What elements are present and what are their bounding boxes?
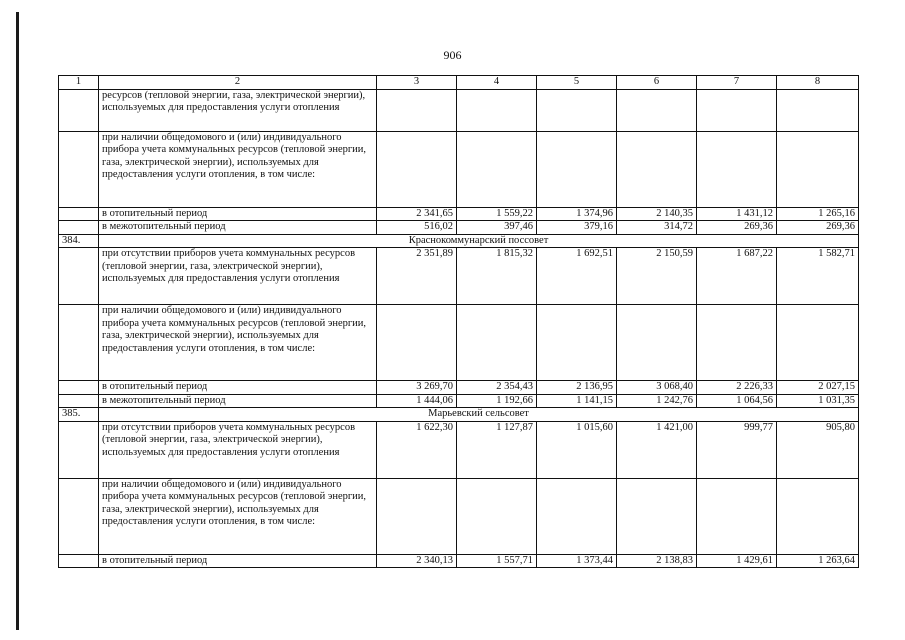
row-number-cell bbox=[59, 221, 99, 235]
value-cell: 1 263,64 bbox=[777, 554, 859, 568]
value-cell bbox=[537, 89, 617, 131]
value-cell: 1 622,30 bbox=[377, 421, 457, 478]
value-cell bbox=[697, 478, 777, 554]
row-label: в межотопительный период bbox=[99, 221, 377, 235]
value-cell: 999,77 bbox=[697, 421, 777, 478]
page-number: 906 bbox=[443, 48, 462, 62]
row-number-cell bbox=[59, 89, 99, 131]
row-number-cell bbox=[59, 554, 99, 568]
value-cell: 1 015,60 bbox=[537, 421, 617, 478]
table-row bbox=[59, 421, 859, 478]
value-cell: 1 815,32 bbox=[457, 248, 537, 305]
row-number-cell bbox=[59, 381, 99, 395]
value-cell: 2 138,83 bbox=[617, 554, 697, 568]
value-cell: 1 692,51 bbox=[537, 248, 617, 305]
row-label: в отопительный период bbox=[99, 207, 377, 221]
value-cell: 1 421,00 bbox=[617, 421, 697, 478]
value-cell: 2 340,13 bbox=[377, 554, 457, 568]
section-title: Марьевский сельсовет bbox=[99, 408, 859, 422]
value-cell: 905,80 bbox=[777, 421, 859, 478]
value-cell: 1 064,56 bbox=[697, 394, 777, 408]
table-row bbox=[59, 207, 859, 221]
value-cell bbox=[377, 131, 457, 207]
value-cell bbox=[617, 131, 697, 207]
value-cell: 1 265,16 bbox=[777, 207, 859, 221]
row-label: при наличии общедомового и (или) индивидуального прибора учета коммунальных ресурсов (тепловой энергии, газа, электрической энергии), используемых для предоставления услуги отопления, в том числе: bbox=[99, 478, 377, 554]
row-label: при отсутствии приборов учета коммунальных ресурсов (тепловой энергии, газа, электрической энергии), используемых для предоставления услуги отопления bbox=[99, 248, 377, 305]
table-row bbox=[59, 221, 859, 235]
value-cell: 269,36 bbox=[777, 221, 859, 235]
value-cell bbox=[617, 305, 697, 381]
value-cell: 2 140,35 bbox=[617, 207, 697, 221]
value-cell: 2 027,15 bbox=[777, 381, 859, 395]
value-cell: 1 141,15 bbox=[537, 394, 617, 408]
row-number-cell bbox=[59, 421, 99, 478]
value-cell bbox=[457, 478, 537, 554]
value-cell: 1 127,87 bbox=[457, 421, 537, 478]
value-cell: 3 068,40 bbox=[617, 381, 697, 395]
value-cell: 1 557,71 bbox=[457, 554, 537, 568]
value-cell: 1 687,22 bbox=[697, 248, 777, 305]
row-label: в межотопительный период bbox=[99, 394, 377, 408]
row-number-cell bbox=[59, 207, 99, 221]
section-number: 385. bbox=[59, 408, 99, 422]
row-number-cell bbox=[59, 394, 99, 408]
value-cell bbox=[457, 305, 537, 381]
table-body bbox=[59, 76, 859, 568]
table-row bbox=[59, 394, 859, 408]
value-cell: 397,46 bbox=[457, 221, 537, 235]
value-cell bbox=[617, 478, 697, 554]
column-header: 3 bbox=[377, 76, 457, 90]
row-number-cell bbox=[59, 478, 99, 554]
value-cell: 1 431,12 bbox=[697, 207, 777, 221]
value-cell: 3 269,70 bbox=[377, 381, 457, 395]
value-cell bbox=[537, 305, 617, 381]
section-row bbox=[59, 234, 859, 248]
value-cell: 1 559,22 bbox=[457, 207, 537, 221]
table-row bbox=[59, 131, 859, 207]
table-row bbox=[59, 89, 859, 131]
value-cell: 1 242,76 bbox=[617, 394, 697, 408]
value-cell: 2 341,65 bbox=[377, 207, 457, 221]
value-cell: 269,36 bbox=[697, 221, 777, 235]
row-number-cell bbox=[59, 131, 99, 207]
value-cell bbox=[457, 131, 537, 207]
row-label: в отопительный период bbox=[99, 554, 377, 568]
value-cell: 516,02 bbox=[377, 221, 457, 235]
table-row bbox=[59, 381, 859, 395]
value-cell: 2 354,43 bbox=[457, 381, 537, 395]
value-cell bbox=[777, 305, 859, 381]
value-cell bbox=[537, 131, 617, 207]
value-cell bbox=[697, 89, 777, 131]
row-number-cell bbox=[59, 305, 99, 381]
value-cell bbox=[697, 131, 777, 207]
table-row bbox=[59, 248, 859, 305]
value-cell bbox=[777, 89, 859, 131]
value-cell: 314,72 bbox=[617, 221, 697, 235]
tariff-table bbox=[58, 75, 859, 568]
column-header: 2 bbox=[99, 76, 377, 90]
value-cell bbox=[777, 478, 859, 554]
section-title: Краснокоммунарский поссовет bbox=[99, 234, 859, 248]
value-cell: 2 226,33 bbox=[697, 381, 777, 395]
column-header: 4 bbox=[457, 76, 537, 90]
value-cell: 1 582,71 bbox=[777, 248, 859, 305]
column-header: 1 bbox=[59, 76, 99, 90]
table-row bbox=[59, 305, 859, 381]
value-cell bbox=[777, 131, 859, 207]
row-number-cell bbox=[59, 248, 99, 305]
value-cell bbox=[537, 478, 617, 554]
value-cell: 1 031,35 bbox=[777, 394, 859, 408]
value-cell bbox=[457, 89, 537, 131]
value-cell: 2 150,59 bbox=[617, 248, 697, 305]
scan-edge-line bbox=[16, 12, 19, 630]
column-header: 7 bbox=[697, 76, 777, 90]
value-cell bbox=[377, 478, 457, 554]
row-label: при наличии общедомового и (или) индивидуального прибора учета коммунальных ресурсов (тепловой энергии, газа, электрической энергии), используемых для предоставления услуги отопления, в том числе: bbox=[99, 131, 377, 207]
value-cell: 2 351,89 bbox=[377, 248, 457, 305]
table-row bbox=[59, 478, 859, 554]
column-header: 5 bbox=[537, 76, 617, 90]
value-cell: 1 429,61 bbox=[697, 554, 777, 568]
row-label: в отопительный период bbox=[99, 381, 377, 395]
section-row bbox=[59, 408, 859, 422]
value-cell: 1 192,66 bbox=[457, 394, 537, 408]
value-cell: 379,16 bbox=[537, 221, 617, 235]
column-header: 6 bbox=[617, 76, 697, 90]
section-number: 384. bbox=[59, 234, 99, 248]
value-cell: 1 444,06 bbox=[377, 394, 457, 408]
column-number-row bbox=[59, 76, 859, 90]
value-cell: 1 374,96 bbox=[537, 207, 617, 221]
value-cell: 2 136,95 bbox=[537, 381, 617, 395]
column-header: 8 bbox=[777, 76, 859, 90]
row-label: при отсутствии приборов учета коммунальных ресурсов (тепловой энергии, газа, электрической энергии), используемых для предоставления услуги отопления bbox=[99, 421, 377, 478]
value-cell bbox=[617, 89, 697, 131]
value-cell bbox=[377, 89, 457, 131]
value-cell bbox=[697, 305, 777, 381]
value-cell bbox=[377, 305, 457, 381]
table-row bbox=[59, 554, 859, 568]
row-label: ресурсов (тепловой энергии, газа, электрической энергии), используемых для предоставления услуги отопления bbox=[99, 89, 377, 131]
row-label: при наличии общедомового и (или) индивидуального прибора учета коммунальных ресурсов (тепловой энергии, газа, электрической энергии), используемых для предоставления услуги отопления, в том числе: bbox=[99, 305, 377, 381]
value-cell: 1 373,44 bbox=[537, 554, 617, 568]
